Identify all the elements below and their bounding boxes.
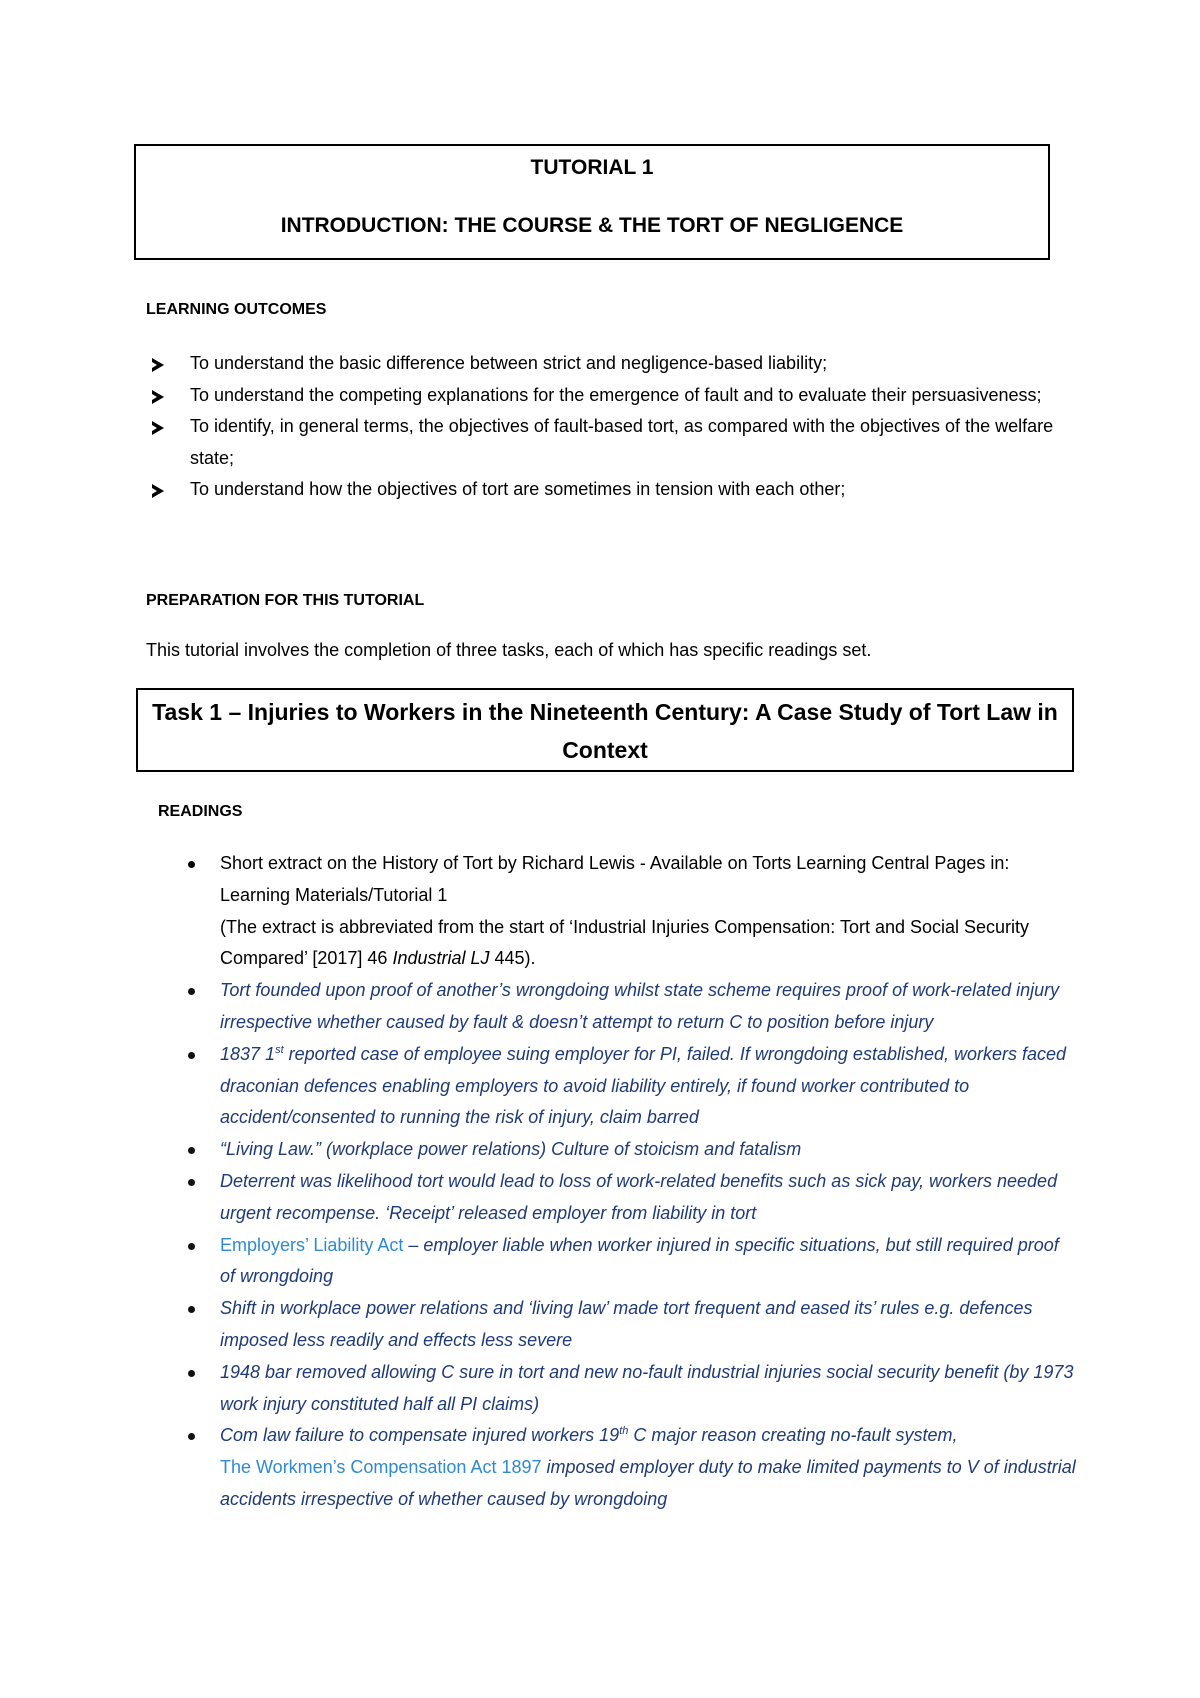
bullet-icon — [188, 1147, 195, 1154]
bullet-icon — [188, 1370, 195, 1377]
reading-source-item — [176, 848, 1076, 975]
ordinal-suffix: st — [275, 1043, 284, 1056]
note-text: Com law failure to compensate injured workers 19 — [220, 1425, 620, 1446]
bullet-icon — [188, 1433, 195, 1440]
bullet-icon — [188, 1179, 195, 1186]
note-text: Shift in workplace power relations and ‘living law’ made tort frequent and eased its’ rules e.g. defences imposed less readily and effects less severe — [220, 1298, 1033, 1350]
list-item — [146, 348, 1066, 380]
reading-source-citation-end: 445). — [489, 948, 536, 969]
title-box — [134, 144, 1050, 260]
note-text: Deterrent was likelihood tort would lead to loss of work-related benefits such as sick pay, workers needed urgent recompense. ‘Receipt’ released employer from liability in tort — [220, 1170, 1058, 1223]
bullet-icon — [188, 1243, 195, 1250]
tutorial-title: TUTORIAL 1 — [530, 156, 654, 179]
note-text: C major reason creating no-fault system, — [628, 1425, 958, 1446]
note-item — [176, 1166, 1076, 1230]
arrow-bullet-icon — [152, 421, 164, 435]
learning-outcomes-list — [146, 348, 1066, 506]
bullet-icon — [188, 988, 195, 995]
note-text: “Living Law.” (workplace power relations) Culture of stoicism and fatalism — [220, 1139, 802, 1160]
note-text: reported case of employee suing employer for PI, failed. If wrongdoing established, workers faced draconian defences enabling employers to avoid liability entirely, if found worker contributed to accident/consented to running the risk of injury, claim barred — [220, 1043, 1067, 1128]
list-item — [146, 411, 1066, 474]
list-item — [146, 474, 1066, 506]
note-text: 1948 bar removed allowing C sure in tort and new no-fault industrial injuries social security benefit (by 1973 work injury constituted half all PI claims) — [220, 1361, 1074, 1414]
note-item — [176, 1420, 1076, 1515]
task1-title: Task 1 – Injuries to Workers in the Nineteenth Century: A Case Study of Tort Law in Context — [152, 699, 1058, 763]
arrow-bullet-icon — [152, 390, 164, 404]
ordinal-suffix: th — [619, 1425, 629, 1438]
reading-source-line1: Short extract on the History of Tort by Richard Lewis - Available on Torts Learning Central Pages in: Learning Materials/Tutorial 1 — [220, 853, 1010, 905]
note-text: 1837 1 — [220, 1043, 276, 1064]
outcome-text: To understand how the objectives of tort are sometimes in tension with each other; — [190, 479, 846, 499]
bullet-icon — [188, 1052, 195, 1059]
note-text: imposed employer duty to make limited payments to V of industrial accidents irrespective of whether caused by wrongdoing — [220, 1457, 1076, 1509]
list-item — [146, 380, 1066, 412]
outcome-text: To understand the basic difference between strict and negligence-based liability; — [190, 353, 828, 373]
note-item — [176, 1357, 1076, 1421]
arrow-bullet-icon — [152, 484, 164, 498]
workmens-compensation-act-link[interactable]: The Workmen’s Compensation Act 1897 — [220, 1457, 542, 1478]
note-item — [176, 1230, 1076, 1294]
bullet-icon — [188, 861, 195, 868]
journal-name: Industrial LJ — [392, 948, 490, 969]
outcome-text: To understand the competing explanations for the emergence of fault and to evaluate their persuasiveness; — [190, 384, 1042, 405]
note-item — [176, 1293, 1076, 1357]
note-text: – employer liable when worker injured in specific situations, but still required proof of wrongdoing — [220, 1234, 1059, 1287]
note-item — [176, 1134, 1076, 1166]
preparation-heading: PREPARATION FOR THIS TUTORIAL — [146, 592, 425, 609]
bullet-icon — [188, 1306, 195, 1313]
note-text: Tort founded upon proof of another’s wrongdoing whilst state scheme requires proof of work-related injury irrespective whether caused by fault & doesn’t attempt to return C to position before injury — [220, 980, 1060, 1032]
task1-title-box — [136, 688, 1074, 772]
note-item — [176, 1039, 1076, 1134]
note-item — [176, 975, 1076, 1039]
employers-liability-act-link[interactable]: Employers’ Liability Act — [220, 1234, 404, 1255]
tutorial-subtitle: INTRODUCTION: THE COURSE & THE TORT OF NEGLIGENCE — [280, 214, 904, 237]
arrow-bullet-icon — [152, 358, 164, 372]
readings-list — [176, 848, 1076, 1516]
preparation-text: This tutorial involves the completion of three tasks, each of which has specific readings set. — [146, 640, 872, 660]
reading-source-line2: (The extract is abbreviated from the start of ‘Industrial Injuries Compensation: Tort and Social Security Compared’ [2017] 46 — [220, 916, 1030, 969]
readings-heading: READINGS — [158, 803, 243, 820]
outcome-text: To identify, in general terms, the objectives of fault-based tort, as compared with the objectives of the welfare state; — [190, 416, 1054, 468]
learning-outcomes-heading: LEARNING OUTCOMES — [146, 301, 327, 318]
